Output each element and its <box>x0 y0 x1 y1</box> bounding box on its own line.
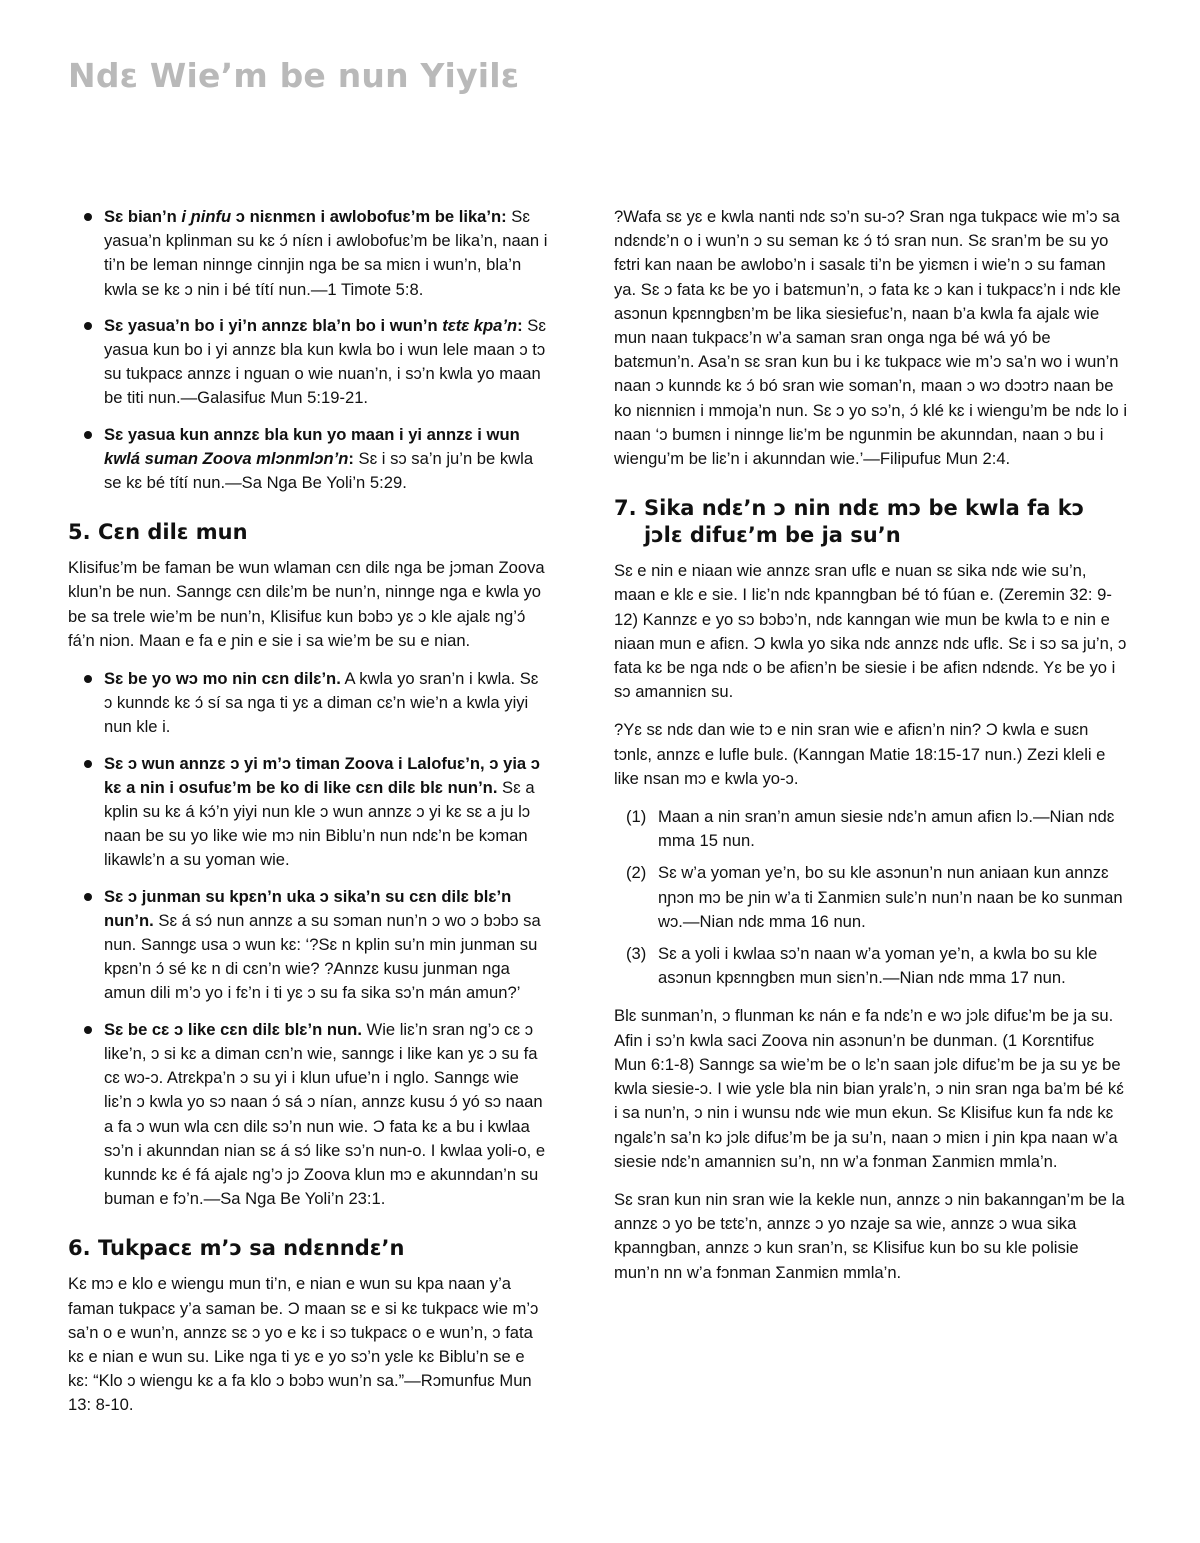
left-column <box>68 205 548 1432</box>
bullet-list-top <box>68 205 548 495</box>
bullet-item <box>104 1018 548 1212</box>
step-text: Maan a nin sran’n amun siesie ndɛ’n amun afiɛn lɔ.—Nian ndɛ mma 15 nun. <box>658 807 1115 851</box>
section-5-heading: 5. Cɛn dilɛ mun <box>68 520 248 545</box>
bullet-body: Sɛ yasua kun bo i yi annzɛ bla kun kwla bo i wun lele maan ɔ tɔ su tukpacɛ annzɛ i nguan o wie nuan’n, i sɔ’n kwla yo maan be titi nun.—Galasifuɛ Mun 5:19-21. <box>104 315 546 408</box>
bullet-body: Wie liɛ’n sran ng’ɔ cɛ ɔ like’n, ɔ si kɛ a diman cɛn’n wie, sanngɛ i like kan yɛ ɔ su fa cɛ wɔ-ɔ. Atrɛkpa’n ɔ su yi i klun ufue’n i nglo. Sanngɛ wie liɛ’n ɔ kwla yo sɔ naan ɔ́ sá ɔ nían, annzɛ kusu ɔ́ yó sɔ naan a fa ɔ wun wla cɛn dilɛ sɔ’n nun wie. Ɔ fata kɛ a bu i kwlaa sɔ’n i akunndan nian sɛ á sɔ́ like sɔ’n nun-o. I kwlaa yoli-o, e kunndɛ kɛ é fá ajalɛ ng’ɔ jɔ Zoova klun mɔ e akunndan’n su buman e fɔ’n.—Sa Nga Be Yoli’n 23:1. <box>104 1019 546 1209</box>
right-column <box>614 205 1128 1299</box>
bullet-body: Sɛ a kplin su kɛ á kɔ́’n yiyi nun kle ɔ wun annzɛ ɔ yi kɛ sɛ a ju lɔ naan be su yo like wie mɔ nin Biblu’n nun ndɛ’n be kɔman likawlɛ’n a su yoman wie. <box>104 777 535 870</box>
paragraph: ?Yɛ sɛ ndɛ dan wie tɔ e nin sran wie e afiɛn’n nin? Ɔ kwla e suɛn tɔnlɛ, annzɛ e lufle bulɛ. (Kanngan Matie 18:15-17 nun.) Zezi kleli e like nsan mɔ e kwla yo-ɔ. <box>614 720 1106 788</box>
bullet-item <box>104 885 548 1006</box>
bullet-item <box>104 205 548 302</box>
numbered-steps <box>614 805 1128 990</box>
step-item <box>626 805 1128 853</box>
bullet-item <box>104 752 548 873</box>
section-5-intro: Klisifuɛ’m be faman be wun wlaman cɛn dilɛ nga be jɔman Zoova klun’n be nun. Sanngɛ cɛn dilɛ’m be nun’n, ninnge nga e kwla yo be sa trele wie’m be nun’n, Klisifuɛ kun bɔbɔ yɛ ɔ kle ajalɛ ng’ɔ́ fá’n niɔn. Maan e fa e ɲin e sie i sa wie’m be su e nian. <box>68 558 545 650</box>
step-marker: (3) <box>626 944 647 964</box>
section-6-body: Kɛ mɔ e klo e wiengu mun ti’n, e nian e wun su kpa naan y’a faman tukpacɛ y’a saman be. Ɔ maan sɛ e si kɛ tukpacɛ wie m’ɔ sa’n o e wun’n, annzɛ sɛ ɔ yo e kɛ i sɔ tukpacɛ o e wun’n, ɔ fata kɛ e nian e wun su. Like nga ti yɛ e yo sɔ’n yɛle kɛ Biblu’n se e kɛ: “Klo ɔ wiengu kɛ a fa klo ɔ bɔbɔ wun’n sa.”—Rɔmunfuɛ Mun 13: 8-10. <box>68 1274 539 1415</box>
step-marker: (1) <box>626 807 647 827</box>
bullet-body: A kwla yo sran’n i kwla. Sɛ ɔ kunndɛ kɛ ɔ́ sí sa nga ti yɛ a diman cɛ’n wie’n a kwla yiyi nun kle i. <box>104 669 539 737</box>
bullet-lead: Sɛ ɔ wun annzɛ ɔ yi m’ɔ timan Zoova i Lalofuɛ’n, ɔ yia ɔ kɛ a nin i osufuɛ’m be ko di like cɛn dilɛ blɛ nun’n. <box>104 753 540 797</box>
step-text: Sɛ a yoli i kwlaa sɔ’n naan w’a yoman ye’n, a kwla bo su kle asɔnun kpɛnngbɛn mun siɛn’n.—Nian ndɛ mma 17 nun. <box>658 944 1098 988</box>
paragraph: Sɛ e nin e niaan wie annzɛ sran uflɛ e nuan sɛ sika ndɛ wie su’n, maan e klɛ e sie. I liɛ’n ndɛ kpanngban bé tó fúan e. (Zeremin 32: 9-12) Kannzɛ e yo sɔ bɔbɔ’n, ndɛ kanngan wie mun be kwla tɔ e nin e niaan mun e afiɛn. Ɔ kwla yo sika ndɛ annzɛ ndɛ uflɛ. Sɛ i sɔ sa ju’n, ɔ fata kɛ be nga ndɛ o be afiɛn’n be siesie i be afiɛn ndɛndɛ. Yɛ be yo i sɔ amanniɛn su. <box>614 561 1127 702</box>
bullet-lead: Sɛ ɔ junman su kpɛn’n uka ɔ sika’n su cɛn dilɛ blɛ’n nun’n. <box>104 886 512 930</box>
paragraph: ?Wafa sɛ yɛ e kwla nanti ndɛ sɔ’n su-ɔ? Sran nga tukpacɛ wie m’ɔ sa ndɛndɛ’n o i wun’n ɔ su seman kɛ ɔ́ tɔ́ sran nun. Sɛ sran’m be su yo fɛtri kan naan be awlobo’n i sasalɛ ti’n be yiɛmɛn i wie’n ɔ su faman ya. Sɛ ɔ fata kɛ be yo i batɛmun’n, ɔ fata kɛ ɔ kan i tukpacɛ’n i ndɛ kle asɔnun kpɛnngbɛn’m be lika siesiefuɛ’n, naan b’a kwla fa ajalɛ wie mun naan tukpacɛ’n w’a saman sran onga nga bé wá yó be batɛmun’n. Asa’n sɛ sran kun bu i kɛ tukpacɛ wie m’ɔ sa’n wo i wun’n naan ɔ kunndɛ kɛ ɔ́ bó sran wie soman’n, maan ɔ wɔ dɔɔtrɔ naan be ko niɛnniɛn i mmoja’n nun. Sɛ ɔ yo sɔ’n, ɔ́ klé kɛ i wiengu’m be ndɛ lo i naan ‘ɔ bumɛn i ninnge liɛ’m be ngunmin be akunndan, naan ɔ bu i wiengu’m be liɛ’n i akunndan wie.’—Filipufuɛ Mun 2:4. <box>614 207 1128 469</box>
bullet-lead: Sɛ yasua’n bo i yi’n annzɛ bla’n bo i wun’n tɛtɛ kpa’n: <box>104 315 523 335</box>
bullet-item <box>104 314 548 411</box>
running-header: Ndɛ Wie’m be nun Yiyilɛ <box>68 56 520 95</box>
paragraph: Blɛ sunman’n, ɔ flunman kɛ nán e fa ndɛ’n e wɔ jɔlɛ difuɛ’m be ja su. Afin i sɔ’n kwla saci Zoova nin asɔnun’n be dunman. (1 Korɛntifuɛ Mun 6:1-8) Sanngɛ sa wie’m be o lɛ’n saan jɔlɛ difuɛ’m be ja su yɛ be kwla siesie-ɔ. I wie yɛle bla nin bian yralɛ’n, ɔ nin sran nga ba’m bé kɛ́ i sa nun’n, ɔ nin i wunsu ndɛ wie mun ekun. Sɛ Klisifuɛ kun fa ndɛ kɛ ngalɛ’n sa’n kɔ jɔlɛ difuɛ’m be ja su’n, naan ɔ miɛn i ɲin kpa naan w’a siesie ndɛ’n amanniɛn su’n, nn w’a fɔnman Ʃanmiɛn mmla’n. <box>614 1006 1124 1171</box>
bullet-list-section-5 <box>68 667 548 1211</box>
bullet-lead: Sɛ bian’n i ɲinfu ɔ niɛnmɛn i awlobofuɛ’m be lika’n: <box>104 207 507 226</box>
section-7-heading: 7. Sika ndɛ’n ɔ nin ndɛ mɔ be kwla fa kɔ jɔlɛ difuɛ’m be ja su’n <box>614 496 1085 548</box>
bullet-body: Sɛ i sɔ sa’n ju’n be kwla se kɛ bé títí nun.—Sa Nga Be Yoli’n 5:29. <box>104 448 534 493</box>
bullet-lead: Sɛ yasua kun annzɛ bla kun yo maan i yi annzɛ i wun kwlá suman Zoova mlɔnmlɔn’n: <box>104 424 520 468</box>
bullet-item <box>104 423 548 496</box>
bullet-lead: Sɛ be cɛ ɔ like cɛn dilɛ blɛ’n nun. <box>104 1019 362 1039</box>
bullet-lead: Sɛ be yo wɔ mo nin cɛn dilɛ’n. <box>104 669 341 689</box>
step-item <box>626 942 1128 990</box>
step-marker: (2) <box>626 863 647 883</box>
bullet-body: Sɛ yasua’n kplinman su kɛ ɔ́ níɛn i awlobofuɛ’m be lika’n, naan i ti’n be leman ninnge cinnjin nga be sa miɛn i wun’n, bla’n kwla se kɛ ɔ nin i bé títí nun.—1 Timote 5:8. <box>104 207 548 299</box>
paragraph: Sɛ sran kun nin sran wie la kekle nun, annzɛ ɔ nin bakanngan’m be la annzɛ ɔ yo be tɛtɛ’n, annzɛ ɔ yo nzaje sa wie, annzɛ ɔ wua sika kpanngban, annzɛ ɔ kun sran’n, sɛ Klisifuɛ kun bo su kle polisie mun’n nn w’a fɔnman Ʃanmiɛn mmla’n. <box>614 1189 1125 1282</box>
step-text: Sɛ w’a yoman ye’n, bo su kle asɔnun’n nun aniaan kun annzɛ nɲɔn mɔ be ɲin w’a ti Ʃanmiɛn sulɛ’n nun’n naan be ko sunman wɔ.—Nian ndɛ mma 16 nun. <box>658 863 1123 931</box>
step-item <box>626 861 1128 934</box>
bullet-item <box>104 667 548 740</box>
bullet-body: Sɛ á sɔ́ nun annzɛ a su sɔman nun’n ɔ wo ɔ bɔbɔ sa nun. Sanngɛ usa ɔ wun kɛ: ‘?Sɛ n kplin su’n min junman su kpɛn’n ɔ́ sé kɛ n di cɛn’n wie? ?Annzɛ kusu junman nga amun dili m’ɔ yo i fɛ’n i ti yɛ ɔ su fa sika sɔ’n mán amun?’ <box>104 910 541 1003</box>
section-6-heading: 6. Tukpacɛ m’ɔ sa ndɛnndɛ’n <box>68 1236 405 1261</box>
